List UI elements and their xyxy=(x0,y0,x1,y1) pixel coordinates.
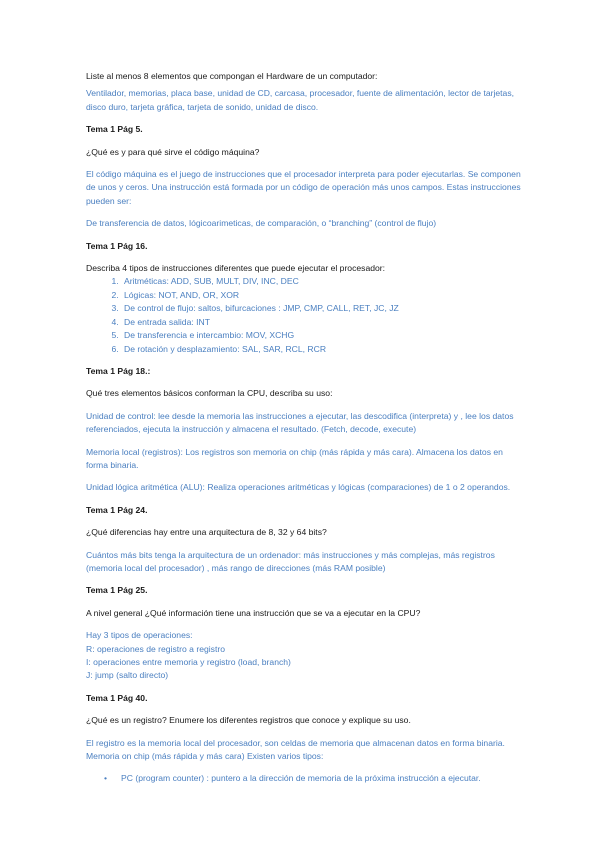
question-machine-code: ¿Qué es y para qué sirve el código máquina? xyxy=(86,146,260,157)
list-item xyxy=(104,772,522,785)
topic-heading: Tema 1 Pág 18.: xyxy=(86,365,151,376)
answer-architecture-bits: Cuántos más bits tenga la arquitectura de un ordenador: más instrucciones y más complejas, más registros (memoria local del procesador) , más rango de direcciones (más RAM posible) xyxy=(86,549,495,573)
question-hardware: Liste al menos 8 elementos que compongan el Hardware de un computador: xyxy=(86,71,378,81)
list-item: 3. De control de flujo: saltos, bifurcaciones : JMP, CMP, CALL, RET, JC, JZ xyxy=(121,302,522,315)
answer-instruction-j: J: jump (salto directo) xyxy=(86,670,169,681)
answer-control-unit: Unidad de control: lee desde la memoria las instrucciones a ejecutar, las descodifica (interpreta) y , lee los datos referenciados, ejecuta la instrucción y almacena el resultado. (Fetch, decode, execute) xyxy=(86,410,514,435)
answer-local-memory: Memoria local (registros): Los registros son memoria on chip (más rápida y más cara). Almacena los datos en forma binaria. xyxy=(86,446,503,470)
answer-machine-code: El código máquina es el juego de instrucciones que el procesador interpreta para poder ejecutarlas. Se componen de unos y ceros. Una instrucción está formada por un código de operación más unos campos. Estas instrucciones pueden ser: xyxy=(86,169,521,206)
question-registers: ¿Qué es un registro? Enumere los diferentes registros que conoce y explique su uso. xyxy=(86,715,411,726)
question-cpu-elements: Qué tres elementos básicos conforman la CPU, describa su uso: xyxy=(86,388,333,399)
list-item: 5. De transferencia e intercambio: MOV, XCHG xyxy=(121,329,522,342)
topic-heading: Tema 1 Pág 5. xyxy=(86,124,143,135)
answer-instruction-info-intro: Hay 3 tipos de operaciones: xyxy=(86,630,193,641)
document-content xyxy=(86,70,522,786)
list-item: 2. Lógicas: NOT, AND, OR, XOR xyxy=(121,289,522,302)
answer-instruction-r: R: operaciones de registro a registro xyxy=(86,643,226,654)
answer-machine-code-types: De transferencia de datos, lógicoarimeticas, de comparación, o “branching” (control de flujo) xyxy=(86,218,437,229)
topic-heading: Tema 1 Pág 24. xyxy=(86,504,148,515)
topic-heading: Tema 1 Pág 16. xyxy=(86,240,148,251)
answer-registers: El registro es la memoria local del procesador, son celdas de memoria que almacenan datos en forma binaria. Memoria on chip (más rápida y más cara) Existen varios tipos: xyxy=(86,737,505,762)
list-item: 4. De entrada salida: INT xyxy=(121,316,522,329)
topic-heading: Tema 1 Pág 40. xyxy=(86,692,148,703)
registers-list xyxy=(86,772,522,785)
question-instruction-types: Describa 4 tipos de instrucciones diferentes que puede ejecutar el procesador: xyxy=(86,263,386,274)
list-item-text: PC (program counter) : puntero a la dirección de memoria de la próxima instrucción a ejecutar. xyxy=(121,773,481,784)
list-item: 1. Aritméticas: ADD, SUB, MULT, DIV, INC, DEC xyxy=(121,275,522,288)
answer-hardware: Ventilador, memorias, placa base, unidad de CD, carcasa, procesador, fuente de alimentación, lector de tarjetas, disco duro, tarjeta gráfica, tarjeta de sonido, unidad de disco. xyxy=(86,88,515,112)
question-instruction-info: A nivel general ¿Qué información tiene una instrucción que se va a ejecutar en la CPU? xyxy=(86,607,421,618)
answer-instruction-i: I: operaciones entre memoria y registro (load, branch) xyxy=(86,657,291,667)
bullet-icon: • xyxy=(104,773,108,784)
list-item: 6. De rotación y desplazamiento: SAL, SAR, RCL, RCR xyxy=(121,343,522,356)
question-architecture-bits: ¿Qué diferencias hay entre una arquitectura de 8, 32 y 64 bits? xyxy=(86,527,327,538)
answer-alu: Unidad lógica aritmética (ALU): Realiza operaciones aritméticas y lógicas (comparaciones) de 1 o 2 operandos. xyxy=(86,482,511,493)
instruction-types-list xyxy=(86,275,522,355)
topic-heading: Tema 1 Pág 25. xyxy=(86,585,148,596)
